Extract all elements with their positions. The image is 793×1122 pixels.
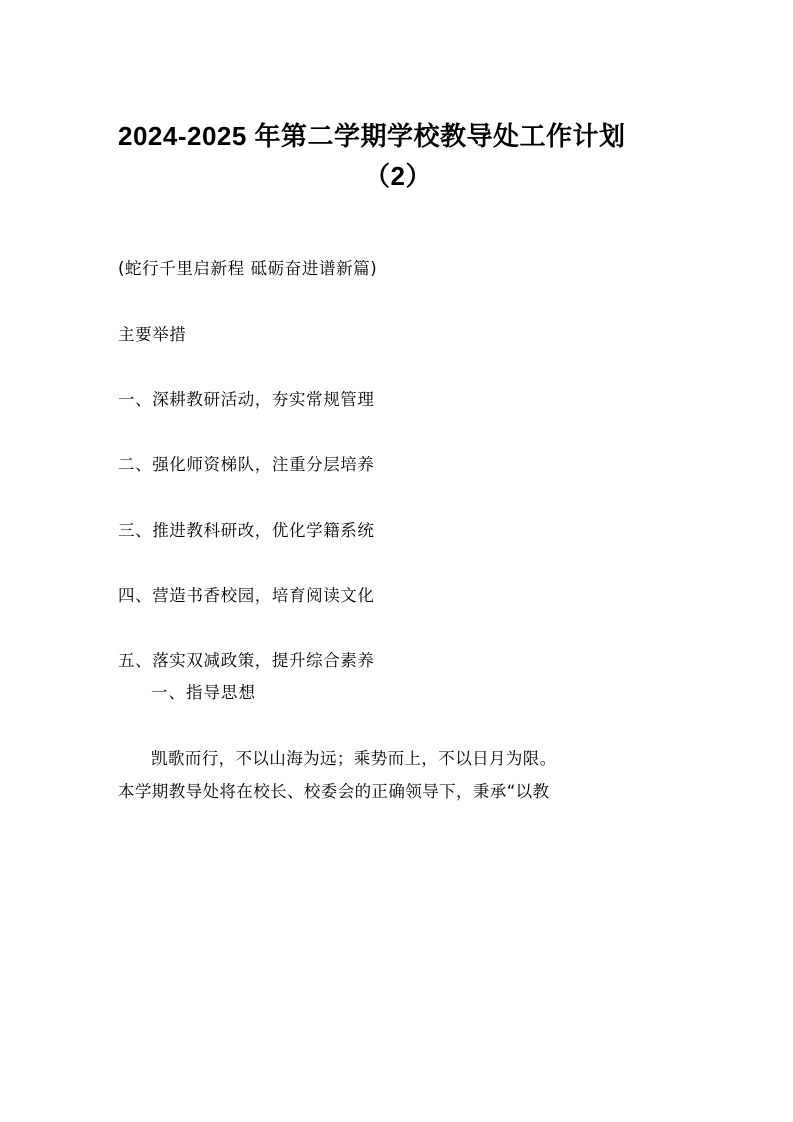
page-title — [118, 0, 678, 195]
document-subtitle: (蛇行千里启新程 砥砺奋进谱新篇) — [118, 259, 378, 279]
measures-label: 主要举措 — [118, 324, 187, 344]
measure-item-1: 一、深耕教研活动，夯实常规管理 — [118, 390, 375, 410]
section-one-body — [118, 742, 678, 808]
section-one-paragraph-2: 本学期教导处将在校长、校委会的正确领导下，秉承“以教 — [118, 782, 550, 802]
page-title-line-1: 2024-2025 年第二学期学校教导处工作计划 — [118, 121, 626, 151]
section-one-paragraph-1: 凯歌而行，不以山海为远；乘势而上，不以日月为限。 — [151, 749, 557, 769]
measure-item-4: 四、营造书香校园，培育阅读文化 — [118, 586, 375, 606]
measure-item-5: 五、落实双减政策，提升综合素养 — [118, 651, 375, 671]
title-spacer — [118, 195, 678, 253]
document-content — [118, 0, 678, 808]
measure-item-2: 二、强化师资梯队，注重分层培养 — [118, 455, 375, 475]
section-heading-guiding-ideology: 一、指导思想 — [151, 682, 256, 702]
measure-item-3: 三、推进教科研改，优化学籍系统 — [118, 520, 375, 540]
page-title-line-2: （2） — [364, 160, 432, 191]
